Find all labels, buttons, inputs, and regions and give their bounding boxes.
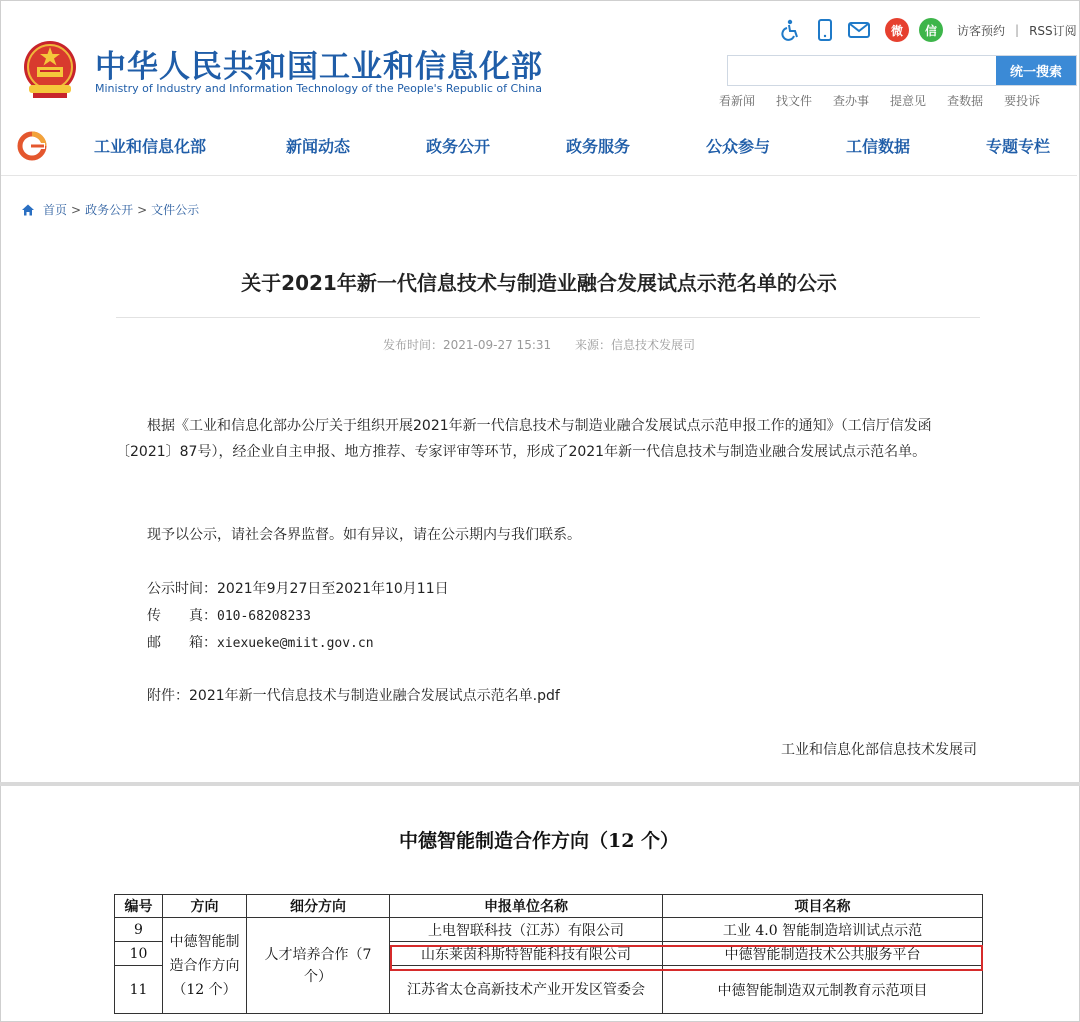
breadcrumb xyxy=(21,201,199,218)
notice-period-value: 2021年9月27日至2021年10月11日 xyxy=(217,581,449,597)
section-title: 中德智能制造合作方向（12 个） xyxy=(398,830,680,852)
cell-no: 9 xyxy=(115,918,163,942)
national-emblem-logo[interactable] xyxy=(19,37,81,101)
divider: | xyxy=(1015,23,1020,37)
search-input[interactable] xyxy=(728,56,996,85)
article-source: 来源：信息技术发展司 xyxy=(574,338,695,352)
mobile-icon[interactable] xyxy=(813,18,837,42)
search-button[interactable]: 统一搜索 xyxy=(996,56,1076,85)
quick-links xyxy=(719,92,1040,109)
main-nav xyxy=(1,119,1077,176)
breadcrumb-separator: > xyxy=(137,202,148,217)
title-divider xyxy=(116,317,980,318)
demonstration-table xyxy=(114,894,983,1014)
nav-item-news[interactable]: 新闻动态 xyxy=(286,137,351,156)
cell-unit: 江苏省太仓高新技术产业开发区管委会 xyxy=(390,966,663,1014)
quick-link-files[interactable]: 找文件 xyxy=(776,94,813,108)
mail-icon[interactable] xyxy=(847,18,871,42)
home-icon[interactable] xyxy=(21,203,35,217)
fax-label: 传 真： xyxy=(147,608,217,624)
breadcrumb-gov-affairs[interactable]: 政务公开 xyxy=(85,203,134,217)
miit-logo-icon[interactable] xyxy=(17,131,47,161)
header-no: 编号 xyxy=(115,895,163,918)
publish-time: 发布时间：2021-09-27 15:31 xyxy=(383,338,552,352)
fax-value: 010-68208233 xyxy=(217,609,311,624)
nav-item-data[interactable]: 工信数据 xyxy=(846,137,911,156)
article-title: 关于2021年新一代信息技术与制造业融合发展试点示范名单的公示 xyxy=(241,271,837,295)
nav-item-topics[interactable]: 专题专栏 xyxy=(986,137,1051,156)
article-paragraph-1: 根据《工业和信息化部办公厅关于组织开展2021年新一代信息技术与制造业融合发展试点示范申报工作的通知》（工信厅信发函〔2021〕87号），经企业自主申报、地方推荐、专家评审等环节，形成了2021年新一代信息技术与制造业融合发展试点示范名单。 xyxy=(116,418,932,460)
cell-unit: 上电智联科技（江苏）有限公司 xyxy=(390,918,663,942)
nav-item-services[interactable]: 政务服务 xyxy=(566,137,631,156)
cell-project: 中德智能制造技术公共服务平台 xyxy=(663,942,983,966)
article-paragraph-2: 现予以公示，请社会各界监督。如有异议，请在公示期内与我们联系。 xyxy=(147,527,581,543)
accessibility-icon[interactable] xyxy=(779,18,803,42)
header-direction: 方向 xyxy=(163,895,247,918)
cell-project: 工业 4.0 智能制造培训试点示范 xyxy=(663,918,983,942)
table-row xyxy=(115,918,983,942)
article-signature: 工业和信息化部信息技术发展司 xyxy=(781,742,977,758)
article-meta xyxy=(1,336,1077,353)
notice-period-label: 公示时间： xyxy=(147,581,217,597)
weibo-icon[interactable]: 微 xyxy=(885,18,909,42)
cell-project: 中德智能制造双元制教育示范项目 xyxy=(663,966,983,1014)
breadcrumb-home[interactable]: 首页 xyxy=(43,203,68,217)
notice-period xyxy=(147,578,449,598)
nav-item-public[interactable]: 公众参与 xyxy=(706,137,771,156)
table-header-row xyxy=(115,895,983,918)
quick-link-data[interactable]: 查数据 xyxy=(947,94,984,108)
breadcrumb-separator: > xyxy=(71,202,82,217)
quick-link-services[interactable]: 查办事 xyxy=(833,94,870,108)
nav-item-miit[interactable]: 工业和信息化部 xyxy=(94,137,207,156)
attachment-link[interactable]: 附件：2021年新一代信息技术与制造业融合发展试点示范名单.pdf xyxy=(147,688,560,704)
cell-unit: 山东莱茵科斯特智能科技有限公司 xyxy=(390,942,663,966)
fax xyxy=(147,605,311,625)
nav-item-gov-affairs[interactable]: 政务公开 xyxy=(426,137,491,156)
quick-link-complaint[interactable]: 要投诉 xyxy=(1004,94,1041,108)
attachment-table-panel xyxy=(1,786,1077,1020)
wechat-icon[interactable]: 信 xyxy=(919,18,943,42)
header-project: 项目名称 xyxy=(663,895,983,918)
header-sub-direction: 细分方向 xyxy=(247,895,390,918)
cell-no: 11 xyxy=(115,966,163,1014)
cell-no: 10 xyxy=(115,942,163,966)
rss-link[interactable]: RSS订阅 xyxy=(1029,23,1077,38)
breadcrumb-file-notice[interactable]: 文件公示 xyxy=(151,203,200,217)
email-link[interactable]: xiexueke@miit.gov.cn xyxy=(217,636,374,651)
site-title[interactable]: 中华人民共和国工业和信息化部 xyxy=(95,49,543,85)
email-label: 邮 箱： xyxy=(147,635,217,651)
header-unit: 申报单位名称 xyxy=(390,895,663,918)
quick-link-news[interactable]: 看新闻 xyxy=(719,94,756,108)
webpage-panel xyxy=(1,1,1077,782)
cell-direction: 中德智能制造合作方向（12 个） xyxy=(163,918,247,1014)
cell-sub-direction: 人才培养合作（7 个） xyxy=(247,918,390,1014)
email xyxy=(147,632,374,652)
quick-link-feedback[interactable]: 提意见 xyxy=(890,94,927,108)
search-box xyxy=(727,55,1077,86)
visitor-appointment-link[interactable]: 访客预约 xyxy=(957,23,1006,38)
site-subtitle: Ministry of Industry and Information Technology of the People's Republic of China xyxy=(95,82,542,95)
top-toolbar xyxy=(779,15,1077,45)
